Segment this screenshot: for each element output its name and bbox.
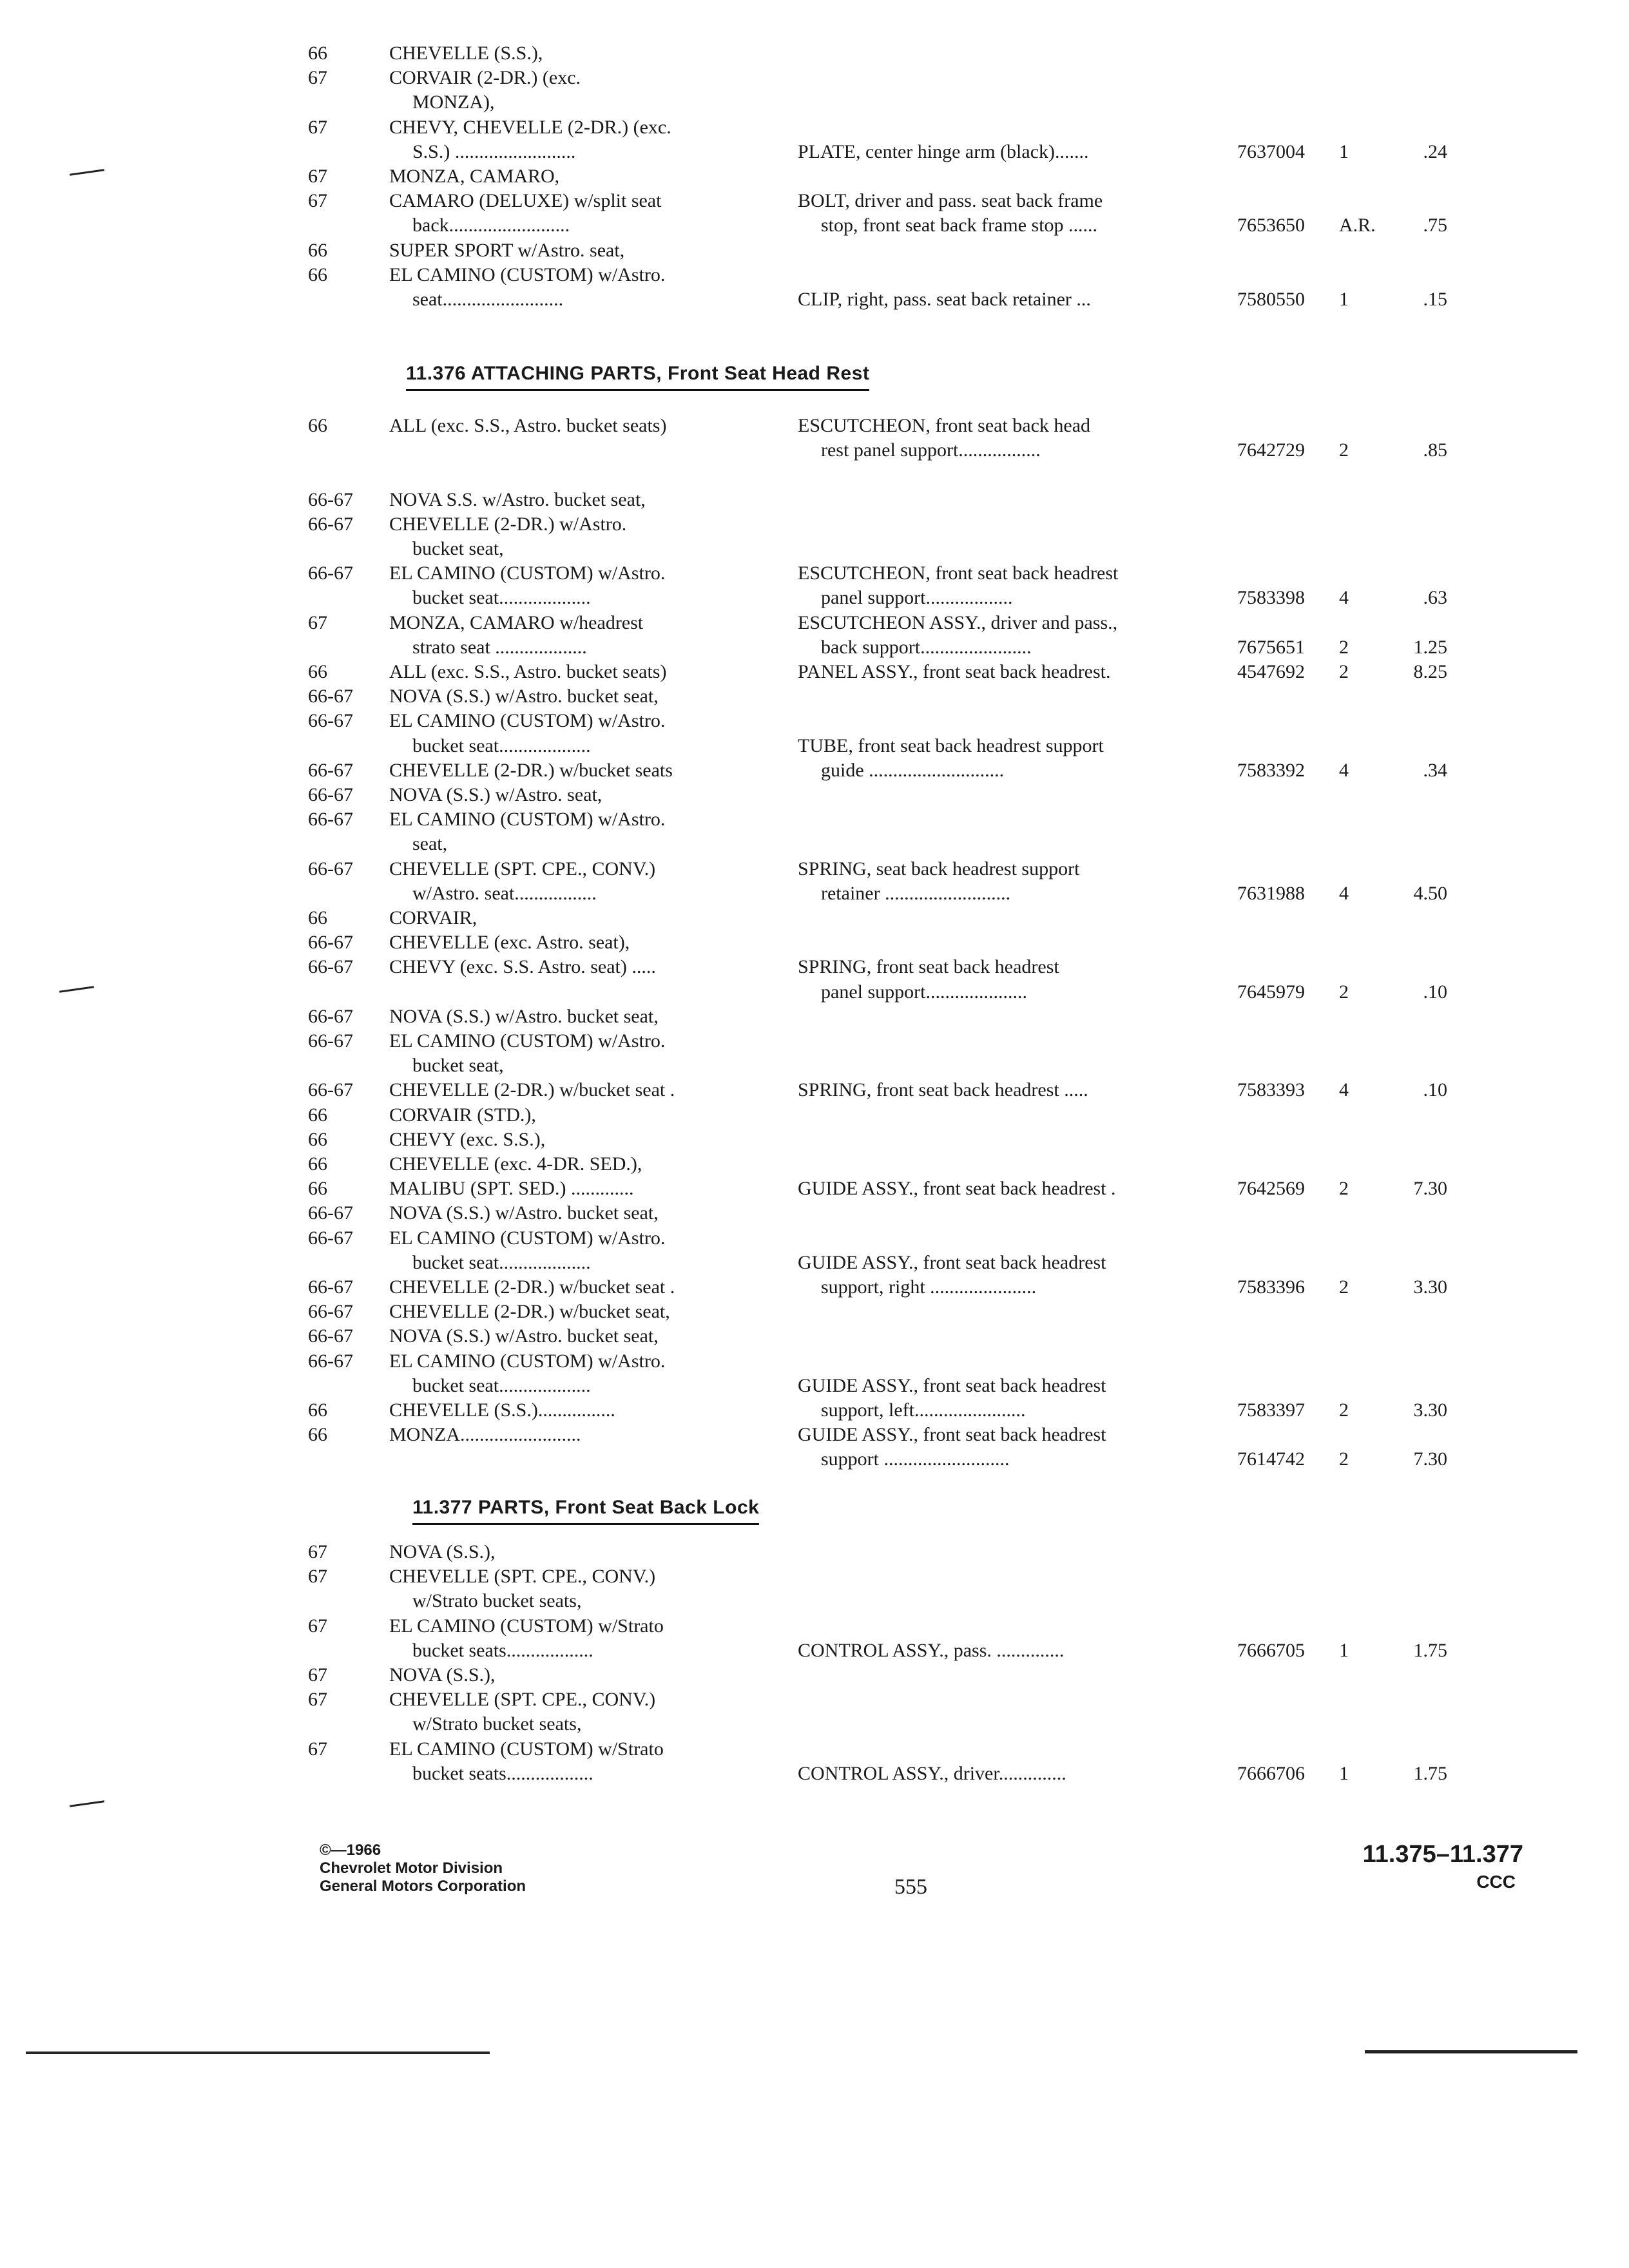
part-number: 7583396 — [1237, 1276, 1305, 1298]
price: .15 — [1423, 289, 1447, 310]
year-cell: 66 — [308, 43, 327, 64]
price: .63 — [1423, 587, 1447, 609]
table-row — [0, 463, 1629, 487]
price: .75 — [1423, 215, 1447, 236]
model-description: ALL (exc. S.S., Astro. bucket seats) — [389, 661, 667, 682]
model-description: bucket seat................... — [412, 1251, 591, 1273]
year-cell: 67 — [308, 1541, 327, 1562]
model-description: MONZA......................... — [389, 1424, 581, 1446]
model-description: MONZA), — [412, 91, 495, 113]
model-description: NOVA (S.S.), — [389, 1541, 496, 1562]
quantity: 4 — [1339, 1079, 1349, 1101]
quantity: 2 — [1339, 1276, 1349, 1298]
year-cell: 66-67 — [308, 1350, 353, 1372]
year-cell: 66-67 — [308, 488, 353, 510]
table-row — [0, 1423, 1629, 1447]
part-name: back support....................... — [821, 636, 1032, 658]
price: .34 — [1423, 759, 1447, 781]
price: 3.30 — [1413, 1276, 1447, 1298]
part-name: SPRING, seat back headrest support — [798, 858, 1080, 879]
model-description: NOVA (S.S.) w/Astro. bucket seat, — [389, 686, 659, 707]
part-name: ESCUTCHEON, front seat back headrest — [798, 562, 1119, 584]
part-name: CONTROL ASSY., driver.............. — [798, 1762, 1066, 1784]
table-row — [0, 238, 1629, 263]
table-row — [0, 930, 1629, 955]
year-cell: 66-67 — [308, 562, 353, 584]
part-name: GUIDE ASSY., front seat back headrest — [798, 1424, 1106, 1446]
table-row — [0, 1687, 1629, 1712]
table-row — [0, 561, 1629, 586]
table-row — [0, 1564, 1629, 1589]
model-description: CORVAIR, — [389, 907, 477, 928]
model-description: w/Strato bucket seats, — [412, 1590, 582, 1612]
year-cell: 67 — [308, 67, 327, 89]
table-row — [0, 1447, 1629, 1472]
table-row — [0, 832, 1629, 856]
table-row — [0, 1275, 1629, 1300]
price: .24 — [1423, 140, 1447, 162]
table-row — [0, 955, 1629, 979]
model-description: EL CAMINO (CUSTOM) w/Astro. — [389, 809, 666, 831]
part-name: GUIDE ASSY., front seat back headrest — [798, 1251, 1106, 1273]
model-description: CHEVELLE (exc. 4-DR. SED.), — [389, 1153, 642, 1175]
table-row — [0, 807, 1629, 832]
part-number: 7666706 — [1237, 1762, 1305, 1784]
quantity: 4 — [1339, 587, 1349, 609]
table-row — [0, 1177, 1629, 1201]
part-name: CONTROL ASSY., pass. .............. — [798, 1639, 1065, 1661]
table-row — [0, 213, 1629, 238]
page-number: 555 — [894, 1875, 927, 1899]
table-row — [0, 1663, 1629, 1687]
section-range: 11.375–11.377 — [1362, 1841, 1523, 1868]
table-row — [0, 1029, 1629, 1053]
year-cell: 67 — [308, 611, 327, 633]
year-cell: 66 — [308, 1424, 327, 1446]
model-description: bucket seat................... — [412, 735, 591, 756]
model-description: EL CAMINO (CUSTOM) w/Astro. — [389, 264, 666, 285]
price: .85 — [1423, 439, 1447, 461]
model-description: bucket seats.................. — [412, 1639, 593, 1661]
price: 1.75 — [1413, 1762, 1447, 1784]
quantity: 2 — [1339, 981, 1349, 1003]
scan-border-line — [1365, 2050, 1577, 2053]
part-number: 7583397 — [1237, 1399, 1305, 1421]
model-description: CHEVY (exc. S.S. Astro. seat) ..... — [389, 956, 656, 978]
quantity: 2 — [1339, 661, 1349, 682]
price: 7.30 — [1413, 1178, 1447, 1200]
year-cell: 67 — [308, 190, 327, 212]
price: 3.30 — [1413, 1399, 1447, 1421]
quantity: 1 — [1339, 1639, 1349, 1661]
section-heading-11-376: 11.376 ATTACHING PARTS, Front Seat Head Rest — [406, 362, 869, 391]
table-row — [0, 140, 1629, 164]
table-row — [0, 1152, 1629, 1177]
model-description: MALIBU (SPT. SED.) ............. — [389, 1178, 634, 1200]
model-description: CHEVELLE (S.S.)................ — [389, 1399, 615, 1421]
part-name: guide ............................ — [821, 759, 1005, 781]
part-name: panel support..................... — [821, 981, 1027, 1003]
part-number: 7583393 — [1237, 1079, 1305, 1101]
year-cell: 67 — [308, 1566, 327, 1588]
year-cell: 66-67 — [308, 686, 353, 707]
part-name: SPRING, front seat back headrest ..... — [798, 1079, 1088, 1101]
year-cell: 66-67 — [308, 1079, 353, 1101]
model-description: CHEVELLE (2-DR.) w/bucket seat . — [389, 1079, 675, 1101]
year-cell: 66 — [308, 1128, 327, 1150]
model-description: CORVAIR (STD.), — [389, 1104, 536, 1126]
year-cell: 66-67 — [308, 784, 353, 805]
table-row — [0, 1226, 1629, 1251]
year-cell: 66 — [308, 1153, 327, 1175]
table-row — [0, 758, 1629, 783]
quantity: 2 — [1339, 1399, 1349, 1421]
year-cell: 67 — [308, 166, 327, 187]
table-row — [0, 263, 1629, 287]
model-description: CHEVELLE (2-DR.) w/bucket seat . — [389, 1276, 675, 1298]
quantity: 1 — [1339, 1762, 1349, 1784]
model-description: bucket seat................... — [412, 587, 591, 609]
table-row — [0, 1398, 1629, 1423]
model-description: MONZA, CAMARO, — [389, 166, 560, 187]
table-row — [0, 1614, 1629, 1639]
model-description: EL CAMINO (CUSTOM) w/Astro. — [389, 1350, 666, 1372]
part-name: PLATE, center hinge arm (black)....... — [798, 140, 1089, 162]
model-description: bucket seats.................. — [412, 1762, 593, 1784]
part-name: panel support.................. — [821, 587, 1013, 609]
table-row — [0, 1762, 1629, 1786]
model-description: NOVA (S.S.) w/Astro. bucket seat, — [389, 1202, 659, 1224]
year-cell: 66-67 — [308, 956, 353, 978]
year-cell: 67 — [308, 1664, 327, 1686]
table-row — [0, 41, 1629, 66]
quantity: A.R. — [1339, 215, 1376, 236]
table-row — [0, 1078, 1629, 1102]
table-row — [0, 438, 1629, 463]
model-description: CHEVELLE (2-DR.) w/bucket seat, — [389, 1301, 670, 1323]
year-cell: 66-67 — [308, 710, 353, 732]
model-description: CHEVELLE (SPT. CPE., CONV.) — [389, 858, 656, 879]
year-cell: 66-67 — [308, 858, 353, 879]
part-number: 7653650 — [1237, 215, 1305, 236]
table-row — [0, 709, 1629, 733]
model-description: seat......................... — [412, 289, 564, 310]
year-cell: 66-67 — [308, 1276, 353, 1298]
year-cell: 66 — [308, 1399, 327, 1421]
scan-mark — [70, 1800, 104, 1807]
part-name: ESCUTCHEON ASSY., driver and pass., — [798, 611, 1118, 633]
year-cell: 66 — [308, 907, 327, 928]
table-row — [0, 734, 1629, 758]
year-cell: 67 — [308, 1738, 327, 1760]
table-row — [0, 906, 1629, 930]
part-name: GUIDE ASSY., front seat back headrest . — [798, 1178, 1116, 1200]
division-line: Chevrolet Motor Division — [320, 1860, 503, 1877]
model-description: ALL (exc. S.S., Astro. bucket seats) — [389, 415, 667, 436]
quantity: 4 — [1339, 759, 1349, 781]
price: 1.75 — [1413, 1639, 1447, 1661]
model-description: CHEVELLE (SPT. CPE., CONV.) — [389, 1566, 656, 1588]
table-row — [0, 90, 1629, 115]
table-row — [0, 1128, 1629, 1152]
part-number: 4547692 — [1237, 661, 1305, 682]
model-description: CORVAIR (2-DR.) (exc. — [389, 67, 581, 89]
model-description: EL CAMINO (CUSTOM) w/Astro. — [389, 562, 666, 584]
table-row — [0, 586, 1629, 610]
model-description: bucket seat, — [412, 538, 504, 559]
table-row — [0, 783, 1629, 807]
price: 8.25 — [1413, 661, 1447, 682]
table-row — [0, 1251, 1629, 1275]
table-row — [0, 1201, 1629, 1225]
table-row — [0, 537, 1629, 561]
price: 4.50 — [1413, 882, 1447, 904]
year-cell: 66-67 — [308, 1202, 353, 1224]
quantity: 1 — [1339, 289, 1349, 310]
part-number: 7637004 — [1237, 140, 1305, 162]
model-description: bucket seat, — [412, 1055, 504, 1077]
part-number: 7583392 — [1237, 759, 1305, 781]
model-description: NOVA (S.S.), — [389, 1664, 496, 1686]
table-row — [0, 684, 1629, 709]
year-cell: 66-67 — [308, 1325, 353, 1347]
part-name: GUIDE ASSY., front seat back headrest — [798, 1374, 1106, 1396]
table-row — [0, 611, 1629, 635]
year-cell: 66-67 — [308, 1301, 353, 1323]
part-number: 7645979 — [1237, 981, 1305, 1003]
model-description: EL CAMINO (CUSTOM) w/Astro. — [389, 1227, 666, 1249]
part-name: SPRING, front seat back headrest — [798, 956, 1059, 978]
part-number: 7631988 — [1237, 882, 1305, 904]
year-cell: 67 — [308, 1689, 327, 1711]
table-row — [0, 635, 1629, 660]
table-row — [0, 66, 1629, 90]
part-name: support, right ...................... — [821, 1276, 1037, 1298]
year-cell: 66-67 — [308, 513, 353, 535]
model-description: S.S.) ......................... — [412, 140, 576, 162]
model-description: CHEVELLE (SPT. CPE., CONV.) — [389, 1689, 656, 1711]
model-description: bucket seat................... — [412, 1374, 591, 1396]
model-description: EL CAMINO (CUSTOM) w/Astro. — [389, 1030, 666, 1052]
table-row — [0, 1004, 1629, 1029]
table-row — [0, 660, 1629, 684]
table-row — [0, 1324, 1629, 1349]
model-description: w/Strato bucket seats, — [412, 1713, 582, 1735]
part-number: 7675651 — [1237, 636, 1305, 658]
price: 7.30 — [1413, 1448, 1447, 1470]
table-row — [0, 1712, 1629, 1736]
quantity: 2 — [1339, 439, 1349, 461]
part-name: TUBE, front seat back headrest support — [798, 735, 1104, 756]
price: .10 — [1423, 1079, 1447, 1101]
quantity: 2 — [1339, 1448, 1349, 1470]
model-description: CAMARO (DELUXE) w/split seat — [389, 190, 662, 212]
table-row — [0, 1300, 1629, 1324]
part-number: 7666705 — [1237, 1639, 1305, 1661]
model-description: NOVA (S.S.) w/Astro. bucket seat, — [389, 1325, 659, 1347]
table-row — [0, 1737, 1629, 1762]
table-row — [0, 857, 1629, 881]
table-row — [0, 1639, 1629, 1663]
model-description: strato seat ................... — [412, 636, 587, 658]
table-row — [0, 1589, 1629, 1613]
part-name: support .......................... — [821, 1448, 1010, 1470]
model-description: MONZA, CAMARO w/headrest — [389, 611, 644, 633]
year-cell: 66 — [308, 415, 327, 436]
part-name: retainer .......................... — [821, 882, 1011, 904]
table-row — [0, 1374, 1629, 1398]
price: 1.25 — [1413, 636, 1447, 658]
year-cell: 66 — [308, 239, 327, 261]
table-row — [0, 512, 1629, 537]
model-description: EL CAMINO (CUSTOM) w/Strato — [389, 1615, 664, 1637]
part-name: ESCUTCHEON, front seat back head — [798, 415, 1091, 436]
part-number: 7642729 — [1237, 439, 1305, 461]
model-description: NOVA S.S. w/Astro. bucket seat, — [389, 488, 646, 510]
year-cell: 66-67 — [308, 1227, 353, 1249]
part-number: 7614742 — [1237, 1448, 1305, 1470]
table-row — [0, 881, 1629, 906]
quantity: 1 — [1339, 140, 1349, 162]
part-name: stop, front seat back frame stop ...... — [821, 215, 1098, 236]
part-name: BOLT, driver and pass. seat back frame — [798, 190, 1103, 212]
table-row — [0, 1103, 1629, 1128]
section-heading-11-377: 11.377 PARTS, Front Seat Back Lock — [412, 1496, 759, 1525]
model-description: NOVA (S.S.) w/Astro. seat, — [389, 784, 602, 805]
model-description: w/Astro. seat................. — [412, 882, 597, 904]
model-description: CHEVELLE (S.S.), — [389, 43, 543, 64]
model-description: EL CAMINO (CUSTOM) w/Astro. — [389, 710, 666, 732]
part-name: PANEL ASSY., front seat back headrest. — [798, 661, 1111, 682]
year-cell: 66-67 — [308, 759, 353, 781]
table-row — [0, 980, 1629, 1004]
model-description: seat, — [412, 833, 448, 855]
copyright-line: ©—1966 — [320, 1841, 381, 1859]
part-name: rest panel support................. — [821, 439, 1041, 461]
table-row — [0, 287, 1629, 312]
year-cell: 66-67 — [308, 809, 353, 831]
quantity: 2 — [1339, 1178, 1349, 1200]
price: .10 — [1423, 981, 1447, 1003]
part-name: support, left....................... — [821, 1399, 1026, 1421]
quantity: 2 — [1339, 636, 1349, 658]
model-description: EL CAMINO (CUSTOM) w/Strato — [389, 1738, 664, 1760]
year-cell: 66 — [308, 264, 327, 285]
quantity: 4 — [1339, 882, 1349, 904]
model-description: CHEVELLE (exc. Astro. seat), — [389, 932, 630, 954]
model-description: NOVA (S.S.) w/Astro. bucket seat, — [389, 1005, 659, 1027]
catalog-code: CCC — [1476, 1872, 1516, 1892]
part-name: CLIP, right, pass. seat back retainer ... — [798, 289, 1091, 310]
year-cell: 66-67 — [308, 932, 353, 954]
model-description: SUPER SPORT w/Astro. seat, — [389, 239, 625, 261]
year-cell: 66 — [308, 661, 327, 682]
part-number: 7583398 — [1237, 587, 1305, 609]
model-description: back......................... — [412, 215, 570, 236]
model-description: CHEVELLE (2-DR.) w/Astro. — [389, 513, 627, 535]
table-row — [0, 1053, 1629, 1078]
table-row — [0, 1540, 1629, 1564]
year-cell: 66-67 — [308, 1005, 353, 1027]
scan-border-line — [26, 2052, 490, 2054]
table-row — [0, 115, 1629, 140]
year-cell: 66-67 — [308, 1030, 353, 1052]
table-row — [0, 414, 1629, 438]
part-number: 7580550 — [1237, 289, 1305, 310]
year-cell: 66 — [308, 1104, 327, 1126]
table-row — [0, 164, 1629, 189]
table-row — [0, 488, 1629, 512]
model-description: CHEVY (exc. S.S.), — [389, 1128, 546, 1150]
year-cell: 66 — [308, 1178, 327, 1200]
year-cell: 67 — [308, 116, 327, 138]
year-cell: 67 — [308, 1615, 327, 1637]
part-number: 7642569 — [1237, 1178, 1305, 1200]
corporation-line: General Motors Corporation — [320, 1878, 526, 1895]
table-row — [0, 189, 1629, 213]
table-row — [0, 1349, 1629, 1374]
model-description: CHEVY, CHEVELLE (2-DR.) (exc. — [389, 116, 671, 138]
model-description: CHEVELLE (2-DR.) w/bucket seats — [389, 759, 673, 781]
